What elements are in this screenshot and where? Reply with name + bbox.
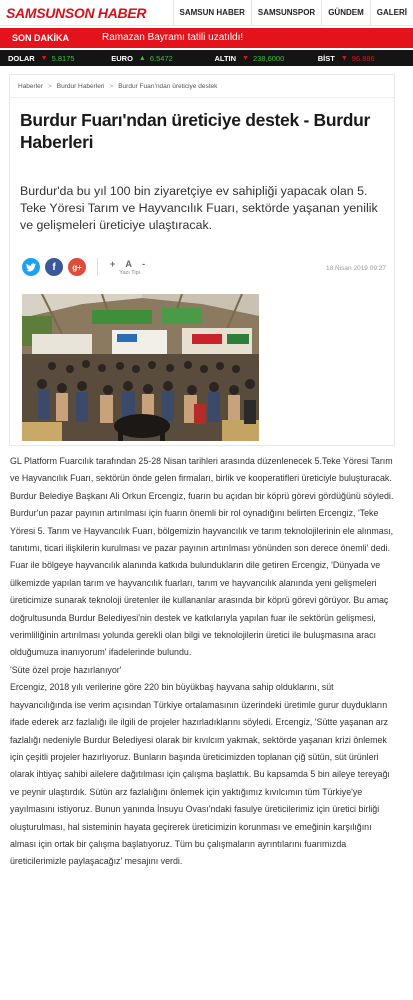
- google-plus-icon[interactable]: g+: [68, 258, 86, 276]
- logo-text-1: SAMSUN: [6, 5, 65, 21]
- article-paragraph: GL Platform Fuarcılık tarafından 25-28 Nisan tarihleri arasında düzenlenecek 5.Teke Yöresi Tarım ve Hayvancılık Fuarı, sektörün önde gelen firmaları, birlik ve kooperatifleri üreticiyle buluşturacak. Burdur Belediye Başkanı Ali Orkun Ercengiz, fuarın bu açıdan bir köprü görevi gördüğünü söyledi. Burdur'un pazar payının artırılması için fuarın önemli bir rol oynadığını belirten Ercengiz, 'Teke Yöresi 5. Tarım ve Hayvancılık Fuarı, bölgemizin hayvancılık ve tarım teknolojilerinin ele alınması, tanıtımı, ticari ilişkilerin kurulması ve pazar payının artırılması yönünden son derece önemli' dedi.: [10, 456, 394, 554]
- font-size-label: Yazı Tipi: [119, 269, 140, 276]
- breadcrumb-separator: >: [47, 83, 52, 90]
- breadcrumb: [18, 83, 217, 90]
- article-card: [9, 74, 395, 446]
- ticker-item-euro: [103, 50, 206, 66]
- article-photo: [22, 294, 259, 441]
- ticker-name: EURO: [111, 53, 133, 63]
- market-ticker: [0, 50, 413, 66]
- breadcrumb-burdur-haberleri[interactable]: Burdur Haberleri: [56, 83, 105, 90]
- twitter-icon[interactable]: [22, 258, 40, 276]
- share-bar: [22, 258, 149, 276]
- ticker-name: ALTIN: [214, 53, 237, 63]
- main-nav: [173, 0, 413, 26]
- arrow-down-icon: ▼: [340, 54, 348, 62]
- divider: [10, 97, 394, 98]
- ticker-value: 96.886: [351, 53, 375, 63]
- font-size-buttons[interactable]: + A -: [110, 258, 150, 269]
- breaking-label: SON DAKİKA: [12, 33, 70, 43]
- divider: [97, 258, 98, 276]
- top-bar: [0, 0, 413, 26]
- article-body: [10, 453, 398, 871]
- publish-date: 18 Nisan 2019 09:27: [326, 265, 386, 272]
- facebook-icon[interactable]: f: [45, 258, 63, 276]
- ticker-value: 238,6000: [252, 53, 285, 63]
- article-subheading: 'Süte özel proje hazırlanıyor': [10, 664, 122, 675]
- nav-galeri[interactable]: GALERİ: [370, 0, 413, 26]
- ticker-name: BİST: [317, 53, 335, 63]
- font-size-control[interactable]: [110, 259, 149, 276]
- nav-gundem[interactable]: GÜNDEM: [321, 0, 370, 26]
- site-logo[interactable]: [6, 5, 146, 21]
- ticker-value: 5.8175: [51, 53, 75, 63]
- breadcrumb-current: Burdur Fuarı'ndan üreticiye destek: [118, 83, 218, 90]
- article-paragraph: Ercengiz, 2018 yılı verilerine göre 220 bin büyükbaş hayvana sahip olduklarını, süt hayvancılığında ise verim açısından Türkiye ortalamasının üzerindeki üretimle gurur duydukların ifade ederek arz fazlalığı ile ilgili de projeler hazırladıklarını söyledi. Ercengiz, 'Sütte yaşanan arz fazlalığı nedeniyle Burdur Belediyesi olarak bir kıvılcım yakmak, sektörde yaşanan krizi önlemek için çeşitli projeler hazırlıyoruz. Bunların başında üreticimizden toplanan çiğ sütün, süt ürünleri olarak ihtiyaç sahibi ailelere dağıtılması için çalışma başlattık. Bu kapsamda 5 bin aileye tereyağı ve peynir ulaştırdık. Sütün arz fazlalığını önlemek için yaktığımız kıvılcımın tüm Türkiye'ye yayılmasını istiyoruz. Bunun yanında İnsuyu Ovası'ndaki fasulye üreticilerimiz için üretici birliği oluşturulması, hal sisteminin hayata geçirerek üreticimizin korunması ve emeğinin karşılığını alması için ortak bir çalışma başlatıyoruz. Tüm bu çalışmaların ayrıntılarını fuarımızda üreticilerimizle paylaşacağız' mesajını verdi.: [10, 682, 390, 867]
- article-lead: Burdur'da bu yıl 100 bin ziyaretçiye ev sahipliği yapacak olan 5. Teke Yöresi Tarım ve Hayvancılık Fuarı, sektörde yaşanan yenilik ve gelişmeleri üreticiye ulaştıracak.: [20, 184, 378, 232]
- article-paragraph: Fuar ile bölgeye hayvancılık alanında katkıda bulundukların dile getiren Ercengiz, 'Dünyada ve ülkemizde yapılan tarım ve hayvancılık fuarları, tarım ve hayvancılık alanında yeni gelişmeleri üreticimize sunarak teknoloji üretenler ile kullananlar arasında bir köprü görevi görüyor. Bu amaç doğrultusunda Burdur Belediyesi'nin destek ve katkılarıyla yapılan fuar ile sektörün gelişmesi, verimliliğinin artırılması yolunda gerekli olan bilgi ve teknolojilerin üretici ile buluşmasına aracı olduğumuza inanıyorum' ifadelerinde bulundu.: [10, 560, 389, 658]
- arrow-down-icon: ▼: [242, 54, 249, 62]
- breaking-headline[interactable]: Ramazan Bayramı tatili uzatıldı!: [102, 32, 244, 43]
- breadcrumb-separator: >: [109, 83, 114, 90]
- ticker-item-bist: [310, 50, 413, 66]
- nav-samsun-haber[interactable]: SAMSUN HABER: [173, 0, 251, 26]
- nav-samsunspor[interactable]: SAMSUNSPOR: [251, 0, 321, 26]
- ticker-item-altin: [207, 50, 310, 66]
- arrow-down-icon: ▼: [40, 54, 48, 62]
- breaking-news-bar: [0, 28, 413, 48]
- logo-o-mark: O: [73, 5, 85, 21]
- logo-text-4: HABER: [97, 5, 147, 21]
- logo-text-3: N: [84, 5, 95, 21]
- ticker-item-dolar: [0, 50, 103, 66]
- ticker-name: DOLAR: [8, 53, 35, 63]
- article-title: Burdur Fuarı'ndan üreticiye destek - Burdur Haberleri: [20, 110, 371, 152]
- arrow-up-icon: ▲: [138, 54, 146, 62]
- breadcrumb-haberler[interactable]: Haberler: [18, 83, 43, 90]
- ticker-value: 6.5472: [149, 53, 173, 63]
- logo-text-2: S: [64, 5, 74, 21]
